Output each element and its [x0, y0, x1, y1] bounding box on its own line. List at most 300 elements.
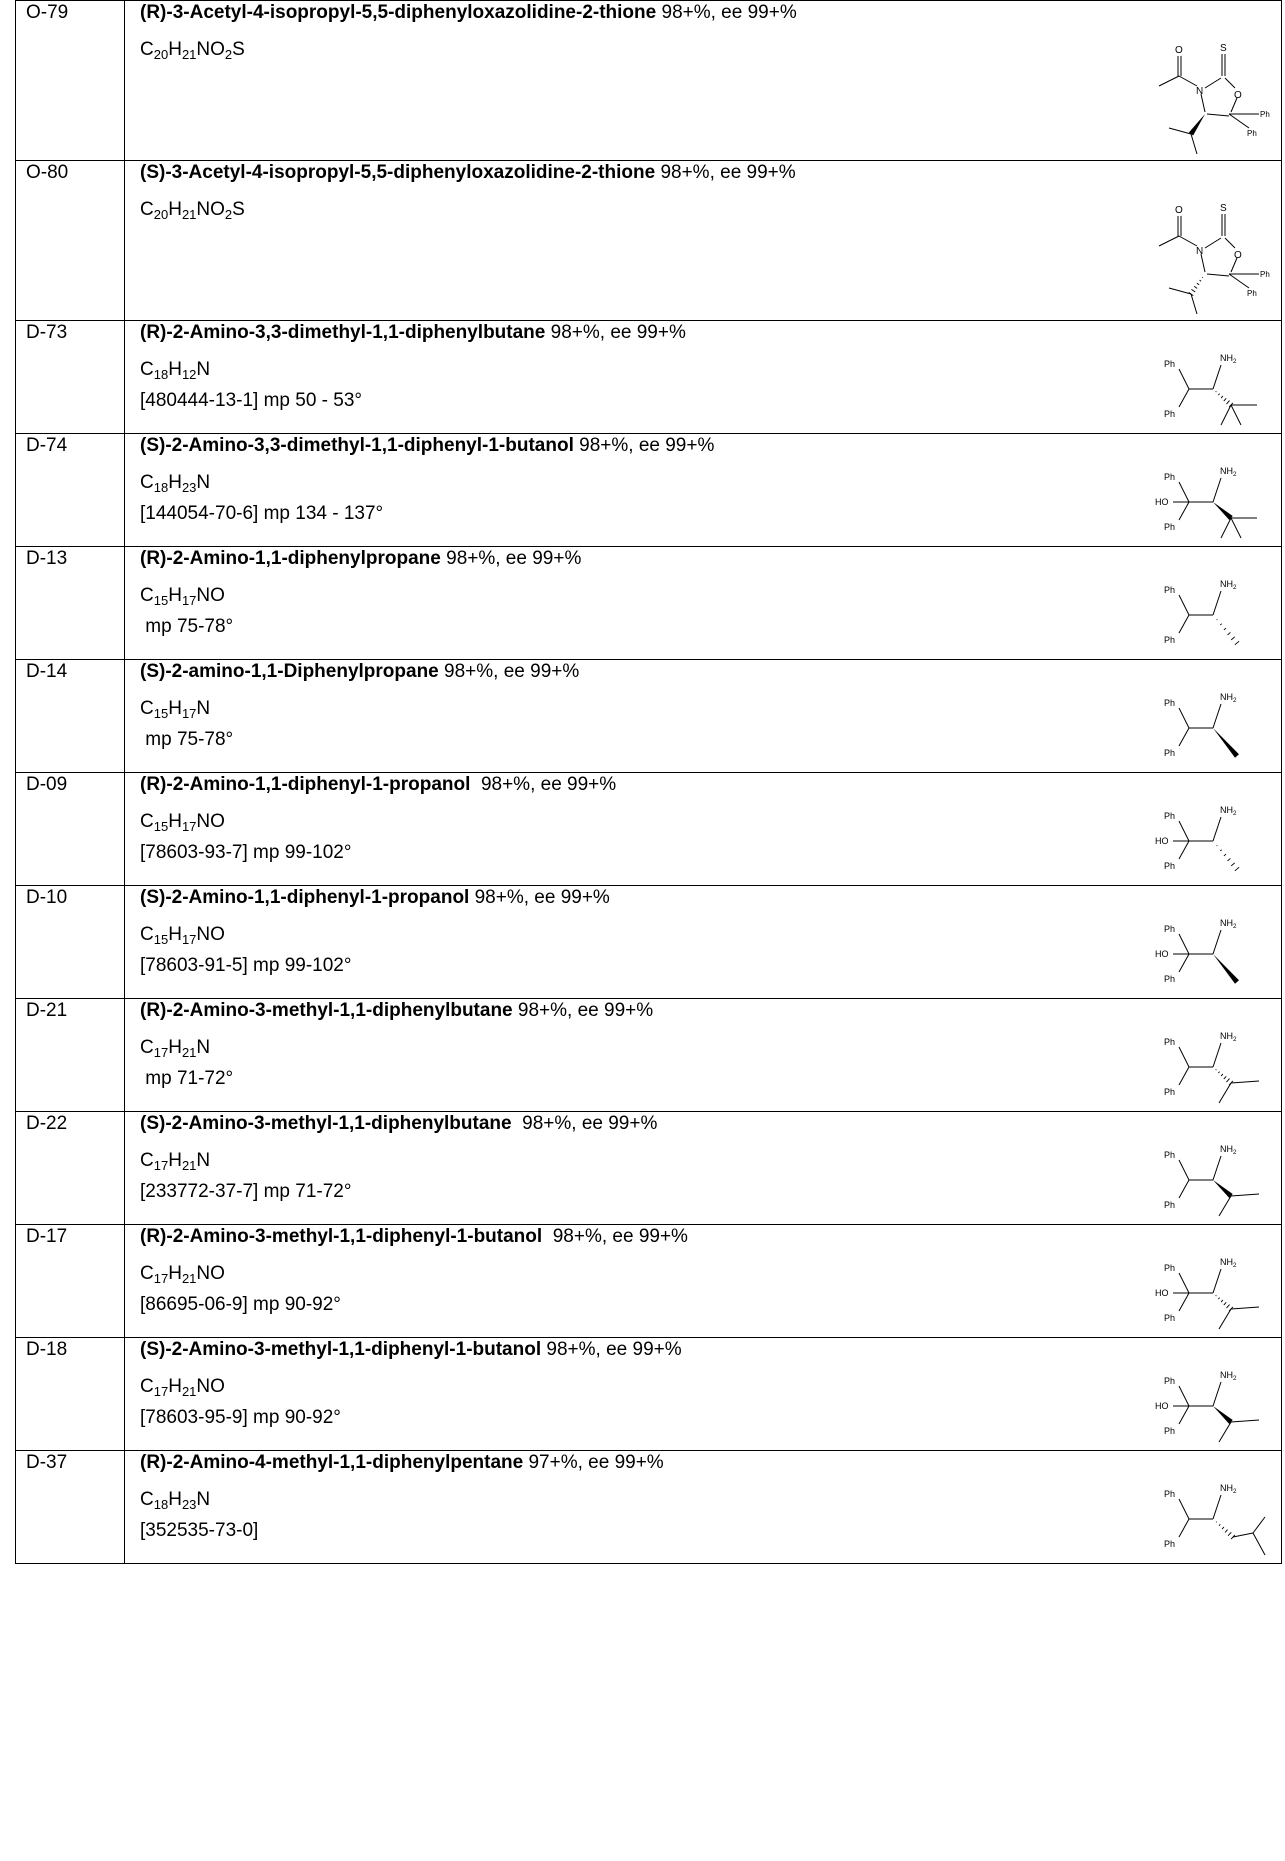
- product-purity: 98+%, ee 99+%: [470, 774, 617, 795]
- bond-line: [1191, 134, 1197, 154]
- formula-subscript: 20: [153, 47, 169, 62]
- bond-line: [1231, 1307, 1259, 1309]
- formula-element: C: [140, 199, 154, 220]
- product-details: [125, 547, 1282, 660]
- formula-element: C: [140, 924, 154, 945]
- bond-line: [1169, 288, 1191, 294]
- molecular-formula: [140, 689, 1281, 729]
- formula-element: C: [140, 1037, 154, 1058]
- formula-element: H: [168, 199, 182, 220]
- formula-element: C: [140, 811, 154, 832]
- chemical-structure: [1141, 1247, 1281, 1335]
- formula-element: N: [196, 1037, 211, 1058]
- bond-line: [1213, 704, 1221, 728]
- formula-subscript: 17: [153, 1271, 169, 1286]
- formula-element: N: [196, 359, 211, 380]
- sulfur-label: S: [1220, 203, 1227, 214]
- hydroxyl-label: HO: [1155, 1288, 1169, 1298]
- formula-element: H: [168, 1376, 182, 1397]
- formula-element: H: [168, 1150, 182, 1171]
- product-code: D-13: [16, 547, 125, 660]
- formula-subscript: 18: [153, 367, 169, 382]
- hash-bond: [1216, 1522, 1235, 1539]
- bond-line: [1207, 114, 1229, 116]
- formula-subscript: 15: [153, 593, 169, 608]
- product-purity: 98+%, ee 99+%: [542, 1226, 688, 1247]
- formula-subscript: 2: [224, 47, 233, 62]
- formula-element: NO: [196, 924, 225, 945]
- product-title-line: [140, 999, 1281, 1028]
- bond-line: [1191, 294, 1197, 314]
- hash-bond: [1217, 619, 1239, 644]
- bond-line: [1179, 615, 1189, 633]
- chemical-structure: [1141, 40, 1281, 158]
- formula-subscript: 18: [153, 1497, 169, 1512]
- bond-line: [1213, 1043, 1221, 1067]
- phenyl-label: Ph: [1247, 289, 1257, 298]
- bond-line: [1231, 405, 1241, 425]
- bond-line: [1179, 841, 1189, 859]
- bond-line: [1205, 78, 1221, 88]
- formula-element: H: [168, 1263, 182, 1284]
- product-name: (S)-2-Amino-3-methyl-1,1-diphenyl-1-butanol: [140, 1339, 542, 1360]
- chemical-structure: [1141, 1021, 1281, 1109]
- formula-element: N: [196, 698, 211, 719]
- bond-line: [1231, 1081, 1259, 1083]
- product-name: (S)-2-Amino-3-methyl-1,1-diphenylbutane: [140, 1113, 512, 1134]
- phenyl-label: Ph: [1260, 270, 1270, 279]
- formula-subscript: 17: [153, 1384, 169, 1399]
- phenyl-label: Ph: [1164, 359, 1176, 369]
- sulfur-label: S: [1220, 43, 1227, 54]
- amine-label: $NH_2$: [1220, 1257, 1237, 1269]
- bond-line: [1213, 1495, 1221, 1519]
- product-title-line: [140, 321, 1281, 350]
- formula-element: C: [140, 698, 154, 719]
- formula-subscript: 21: [181, 1158, 197, 1173]
- bond-line: [1179, 1293, 1189, 1311]
- molecular-formula: [140, 802, 1281, 842]
- formula-element: NO: [196, 585, 225, 606]
- phenyl-label: Ph: [1164, 409, 1176, 419]
- amine-label: $NH_2$: [1220, 1370, 1237, 1382]
- phenyl-label: Ph: [1164, 1037, 1176, 1047]
- bond-line: [1213, 1269, 1221, 1293]
- chemical-structure: [1141, 569, 1281, 657]
- bond-line: [1179, 1499, 1189, 1519]
- bond-line: [1179, 1406, 1189, 1424]
- formula-subscript: 20: [153, 207, 169, 222]
- formula-element: NO: [196, 1376, 225, 1397]
- formula-element: NO: [196, 811, 225, 832]
- bond-line: [1179, 1180, 1189, 1198]
- phenyl-label: Ph: [1164, 974, 1176, 984]
- formula-element: NO: [196, 39, 225, 60]
- hash-bond: [1216, 1295, 1233, 1311]
- wedge-bond: [1213, 728, 1239, 758]
- phenyl-label: Ph: [1164, 522, 1176, 532]
- formula-element: H: [168, 472, 182, 493]
- product-code: O-79: [16, 1, 125, 161]
- product-title-line: [140, 1451, 1281, 1480]
- oxygen-label: O: [1234, 90, 1242, 101]
- bond-line: [1219, 1309, 1231, 1329]
- product-details: [125, 660, 1282, 773]
- chemical-structure: [1141, 200, 1281, 318]
- molecular-formula: [140, 576, 1281, 616]
- bond-line: [1205, 238, 1221, 248]
- product-row: [16, 547, 1282, 660]
- formula-element: H: [168, 698, 182, 719]
- hash-bond: [1216, 1069, 1233, 1085]
- phenyl-label: Ph: [1164, 585, 1176, 595]
- product-details: [125, 1338, 1282, 1451]
- phenyl-label: Ph: [1164, 811, 1176, 821]
- formula-element: C: [140, 472, 154, 493]
- bond-line: [1179, 1160, 1189, 1180]
- product-title-line: [140, 1338, 1281, 1367]
- phenyl-label: Ph: [1164, 698, 1176, 708]
- formula-subscript: 23: [181, 480, 197, 495]
- product-purity: 98+%, ee 99+%: [656, 2, 797, 23]
- product-title-line: [140, 886, 1281, 915]
- phenyl-label: Ph: [1164, 1263, 1176, 1273]
- formula-subscript: 21: [181, 1384, 197, 1399]
- molecular-formula: [140, 1028, 1281, 1068]
- amine-label: $NH_2$: [1220, 1031, 1237, 1043]
- wedge-bond: [1213, 1406, 1233, 1424]
- product-name: (R)-2-Amino-3-methyl-1,1-diphenylbutane: [140, 1000, 513, 1021]
- product-code: D-73: [16, 321, 125, 434]
- formula-subscript: 23: [181, 1497, 197, 1512]
- phenyl-label: Ph: [1164, 1087, 1176, 1097]
- formula-subscript: 15: [153, 706, 169, 721]
- bond-line: [1179, 389, 1189, 407]
- product-name: (S)-3-Acetyl-4-isopropyl-5,5-diphenyloxazolidine-2-thione: [140, 162, 656, 183]
- product-purity: 97+%, ee 99+%: [523, 1452, 664, 1473]
- formula-element: NO: [196, 1263, 225, 1284]
- product-code: D-17: [16, 1225, 125, 1338]
- chemical-structure: [1141, 682, 1281, 770]
- product-catalog-table: [15, 0, 1282, 1564]
- bond-line: [1179, 1047, 1189, 1067]
- phenyl-label: Ph: [1164, 1313, 1176, 1323]
- bond-line: [1221, 405, 1231, 425]
- product-details: [125, 1, 1282, 161]
- molecular-formula: [140, 1254, 1281, 1294]
- product-name: (S)-2-Amino-1,1-diphenyl-1-propanol: [140, 887, 470, 908]
- bond-line: [1253, 1517, 1265, 1533]
- product-purity: 98+%, ee 99+%: [541, 1339, 682, 1360]
- formula-element: H: [168, 359, 182, 380]
- bond-line: [1179, 1519, 1189, 1537]
- product-row: [16, 1338, 1282, 1451]
- formula-subscript: 17: [153, 1045, 169, 1060]
- phenyl-label: Ph: [1164, 1489, 1176, 1499]
- phenyl-label: Ph: [1164, 1200, 1176, 1210]
- bond-line: [1179, 728, 1189, 746]
- hydroxyl-label: HO: [1155, 497, 1169, 507]
- bond-line: [1231, 518, 1241, 538]
- bond-line: [1179, 595, 1189, 615]
- amine-label: $NH_2$: [1220, 805, 1237, 817]
- product-purity: 98+%, ee 99+%: [655, 162, 796, 183]
- bond-line: [1207, 274, 1229, 276]
- molecular-formula: [140, 1480, 1281, 1520]
- bond-line: [1229, 274, 1249, 288]
- formula-subscript: 21: [181, 207, 197, 222]
- hydroxyl-label: HO: [1155, 1401, 1169, 1411]
- bond-line: [1219, 1196, 1231, 1216]
- product-code: D-21: [16, 999, 125, 1112]
- chemical-structure: [1141, 795, 1281, 883]
- bond-line: [1179, 482, 1189, 502]
- formula-subscript: 21: [181, 47, 197, 62]
- amine-label: $NH_2$: [1220, 579, 1237, 591]
- cas-mp-info: [233772-37-7] mp 71-72°: [140, 1181, 352, 1202]
- product-row: [16, 321, 1282, 434]
- bond-line: [1179, 934, 1189, 954]
- cas-mp-info: [144054-70-6] mp 134 - 137°: [140, 503, 384, 524]
- wedge-bond: [1213, 1180, 1233, 1198]
- cas-mp-info: [78603-91-5] mp 99-102°: [140, 955, 352, 976]
- formula-element: N: [196, 1150, 211, 1171]
- product-title-line: [140, 773, 1281, 802]
- hydroxyl-label: HO: [1155, 949, 1169, 959]
- bond-line: [1213, 365, 1221, 389]
- product-title-line: [140, 660, 1281, 689]
- amine-label: $NH_2$: [1220, 1144, 1237, 1156]
- formula-subscript: 21: [181, 1045, 197, 1060]
- molecular-formula: [140, 1141, 1281, 1181]
- phenyl-label: Ph: [1164, 1150, 1176, 1160]
- formula-element: C: [140, 1489, 154, 1510]
- amine-label: $NH_2$: [1220, 353, 1237, 365]
- product-details: [125, 161, 1282, 321]
- chemical-structure: [1141, 1360, 1281, 1448]
- formula-subscript: 17: [181, 819, 197, 834]
- bond-line: [1231, 1420, 1259, 1422]
- formula-subscript: 17: [181, 932, 197, 947]
- bond-line: [1179, 821, 1189, 841]
- carbonyl-oxygen-label: O: [1175, 45, 1183, 56]
- wedge-bond: [1189, 114, 1205, 135]
- formula-subscript: 12: [181, 367, 197, 382]
- molecular-formula: [140, 350, 1281, 390]
- bond-line: [1213, 930, 1221, 954]
- product-details: [125, 1451, 1282, 1564]
- bond-line: [1179, 236, 1197, 246]
- cas-mp-info: [480444-13-1] mp 50 - 53°: [140, 390, 363, 411]
- product-row: [16, 161, 1282, 321]
- formula-element: H: [168, 811, 182, 832]
- chemical-structure: [1141, 456, 1281, 544]
- amine-label: $NH_2$: [1220, 692, 1237, 704]
- formula-subscript: 18: [153, 480, 169, 495]
- product-row: [16, 660, 1282, 773]
- product-row: [16, 434, 1282, 547]
- formula-element: H: [168, 1489, 182, 1510]
- product-title-line: [140, 161, 1281, 190]
- formula-element: C: [140, 359, 154, 380]
- bond-line: [1221, 518, 1231, 538]
- product-purity: 98+%, ee 99+%: [469, 887, 610, 908]
- product-code: D-74: [16, 434, 125, 547]
- formula-element: H: [168, 39, 182, 60]
- formula-element: H: [168, 585, 182, 606]
- cas-mp-info: [352535-73-0]: [140, 1520, 259, 1541]
- amine-label: $NH_2$: [1220, 918, 1237, 930]
- formula-element: N: [196, 1489, 211, 1510]
- product-purity: 98+%, ee 99+%: [438, 661, 580, 682]
- formula-element: H: [168, 924, 182, 945]
- product-details: [125, 886, 1282, 999]
- product-code: D-14: [16, 660, 125, 773]
- amine-label: $NH_2$: [1220, 1483, 1237, 1495]
- amine-label: $NH_2$: [1220, 466, 1237, 478]
- product-code: D-37: [16, 1451, 125, 1564]
- cas-mp-info: [86695-06-9] mp 90-92°: [140, 1294, 341, 1315]
- cas-mp-info: mp 75-78°: [140, 616, 234, 637]
- molecular-formula: [140, 190, 1281, 230]
- formula-subscript: 17: [181, 706, 197, 721]
- molecular-formula: [140, 30, 1281, 70]
- product-row: [16, 1112, 1282, 1225]
- bond-line: [1213, 817, 1221, 841]
- product-code: D-18: [16, 1338, 125, 1451]
- phenyl-label: Ph: [1164, 1376, 1176, 1386]
- product-details: [125, 321, 1282, 434]
- cas-mp-info: mp 71-72°: [140, 1068, 234, 1089]
- bond-line: [1179, 1386, 1189, 1406]
- nitrogen-label: N: [1196, 246, 1204, 257]
- product-row: [16, 773, 1282, 886]
- chemical-structure: [1141, 1473, 1281, 1561]
- formula-subscript: 15: [153, 932, 169, 947]
- product-row: [16, 1225, 1282, 1338]
- product-row: [16, 1, 1282, 161]
- bond-line: [1213, 1156, 1221, 1180]
- product-purity: 98+%, ee 99+%: [440, 548, 582, 569]
- bond-line: [1179, 502, 1189, 520]
- product-title-line: [140, 434, 1281, 463]
- bond-line: [1219, 1422, 1231, 1442]
- molecular-formula: [140, 915, 1281, 955]
- bond-line: [1213, 1382, 1221, 1406]
- cas-mp-info: [78603-93-7] mp 99-102°: [140, 842, 352, 863]
- wedge-bond: [1213, 502, 1233, 520]
- product-name: (R)-2-Amino-1,1-diphenylpropane: [140, 548, 441, 569]
- bond-line: [1179, 369, 1189, 389]
- product-title-line: [140, 1225, 1281, 1254]
- product-code: O-80: [16, 161, 125, 321]
- bond-line: [1213, 478, 1221, 502]
- bond-line: [1159, 236, 1179, 246]
- hash-bond: [1216, 391, 1233, 407]
- hydroxyl-label: HO: [1155, 836, 1169, 846]
- product-details: [125, 434, 1282, 547]
- molecular-formula: [140, 1367, 1281, 1407]
- product-row: [16, 999, 1282, 1112]
- bond-line: [1179, 954, 1189, 972]
- formula-subscript: 15: [153, 819, 169, 834]
- hash-bond: [1217, 845, 1239, 870]
- formula-subscript: 17: [153, 1158, 169, 1173]
- bond-line: [1159, 76, 1179, 86]
- bond-line: [1225, 78, 1235, 88]
- product-name: (R)-2-Amino-3,3-dimethyl-1,1-diphenylbutane: [140, 322, 546, 343]
- bond-line: [1179, 1273, 1189, 1293]
- cas-mp-info: mp 75-78°: [140, 729, 234, 750]
- chemical-structure: [1141, 908, 1281, 996]
- product-row: [16, 886, 1282, 999]
- formula-element: C: [140, 1376, 154, 1397]
- formula-element: C: [140, 39, 154, 60]
- formula-subscript: 17: [181, 593, 197, 608]
- formula-element: C: [140, 1263, 154, 1284]
- product-name: (R)-2-Amino-1,1-diphenyl-1-propanol: [140, 774, 471, 795]
- formula-element: NO: [196, 199, 225, 220]
- product-name: (R)-2-Amino-3-methyl-1,1-diphenyl-1-butanol: [140, 1226, 543, 1247]
- formula-element: C: [140, 1150, 154, 1171]
- product-row: [16, 1451, 1282, 1564]
- phenyl-label: Ph: [1164, 472, 1176, 482]
- product-name: (R)-3-Acetyl-4-isopropyl-5,5-diphenyloxazolidine-2-thione: [140, 2, 657, 23]
- product-purity: 98+%, ee 99+%: [512, 1000, 654, 1021]
- product-title-line: [140, 1112, 1281, 1141]
- wedge-bond: [1213, 954, 1239, 984]
- bond-line: [1179, 708, 1189, 728]
- product-purity: 98+%, ee 99+%: [573, 435, 715, 456]
- formula-element: H: [168, 1037, 182, 1058]
- product-purity: 98+%, ee 99+%: [511, 1113, 658, 1134]
- formula-subscript: 21: [181, 1271, 197, 1286]
- phenyl-label: Ph: [1247, 129, 1257, 138]
- bond-line: [1229, 114, 1249, 128]
- oxygen-label: O: [1234, 250, 1242, 261]
- bond-line: [1231, 1194, 1259, 1196]
- phenyl-label: Ph: [1164, 861, 1176, 871]
- product-name: (S)-2-Amino-3,3-dimethyl-1,1-diphenyl-1-butanol: [140, 435, 574, 456]
- bond-line: [1225, 238, 1235, 248]
- phenyl-label: Ph: [1164, 635, 1176, 645]
- carbonyl-oxygen-label: O: [1175, 205, 1183, 216]
- product-details: [125, 1225, 1282, 1338]
- bond-line: [1233, 1533, 1253, 1537]
- cas-mp-info: [78603-95-9] mp 90-92°: [140, 1407, 341, 1428]
- bond-line: [1179, 76, 1197, 86]
- product-title-line: [140, 547, 1281, 576]
- product-name: (R)-2-Amino-4-methyl-1,1-diphenylpentane: [140, 1452, 524, 1473]
- bond-line: [1213, 591, 1221, 615]
- nitrogen-label: N: [1196, 86, 1204, 97]
- product-title-line: [140, 1, 1281, 30]
- phenyl-label: Ph: [1164, 1426, 1176, 1436]
- formula-element: C: [140, 585, 154, 606]
- product-details: [125, 1112, 1282, 1225]
- phenyl-label: Ph: [1164, 748, 1176, 758]
- phenyl-label: Ph: [1164, 1539, 1176, 1549]
- product-code: D-22: [16, 1112, 125, 1225]
- product-name: (S)-2-amino-1,1-Diphenylpropane: [140, 661, 439, 682]
- product-code: D-09: [16, 773, 125, 886]
- formula-subscript: 2: [224, 207, 233, 222]
- product-code: D-10: [16, 886, 125, 999]
- molecular-formula: [140, 463, 1281, 503]
- formula-element: S: [232, 39, 245, 60]
- product-details: [125, 773, 1282, 886]
- phenyl-label: Ph: [1164, 924, 1176, 934]
